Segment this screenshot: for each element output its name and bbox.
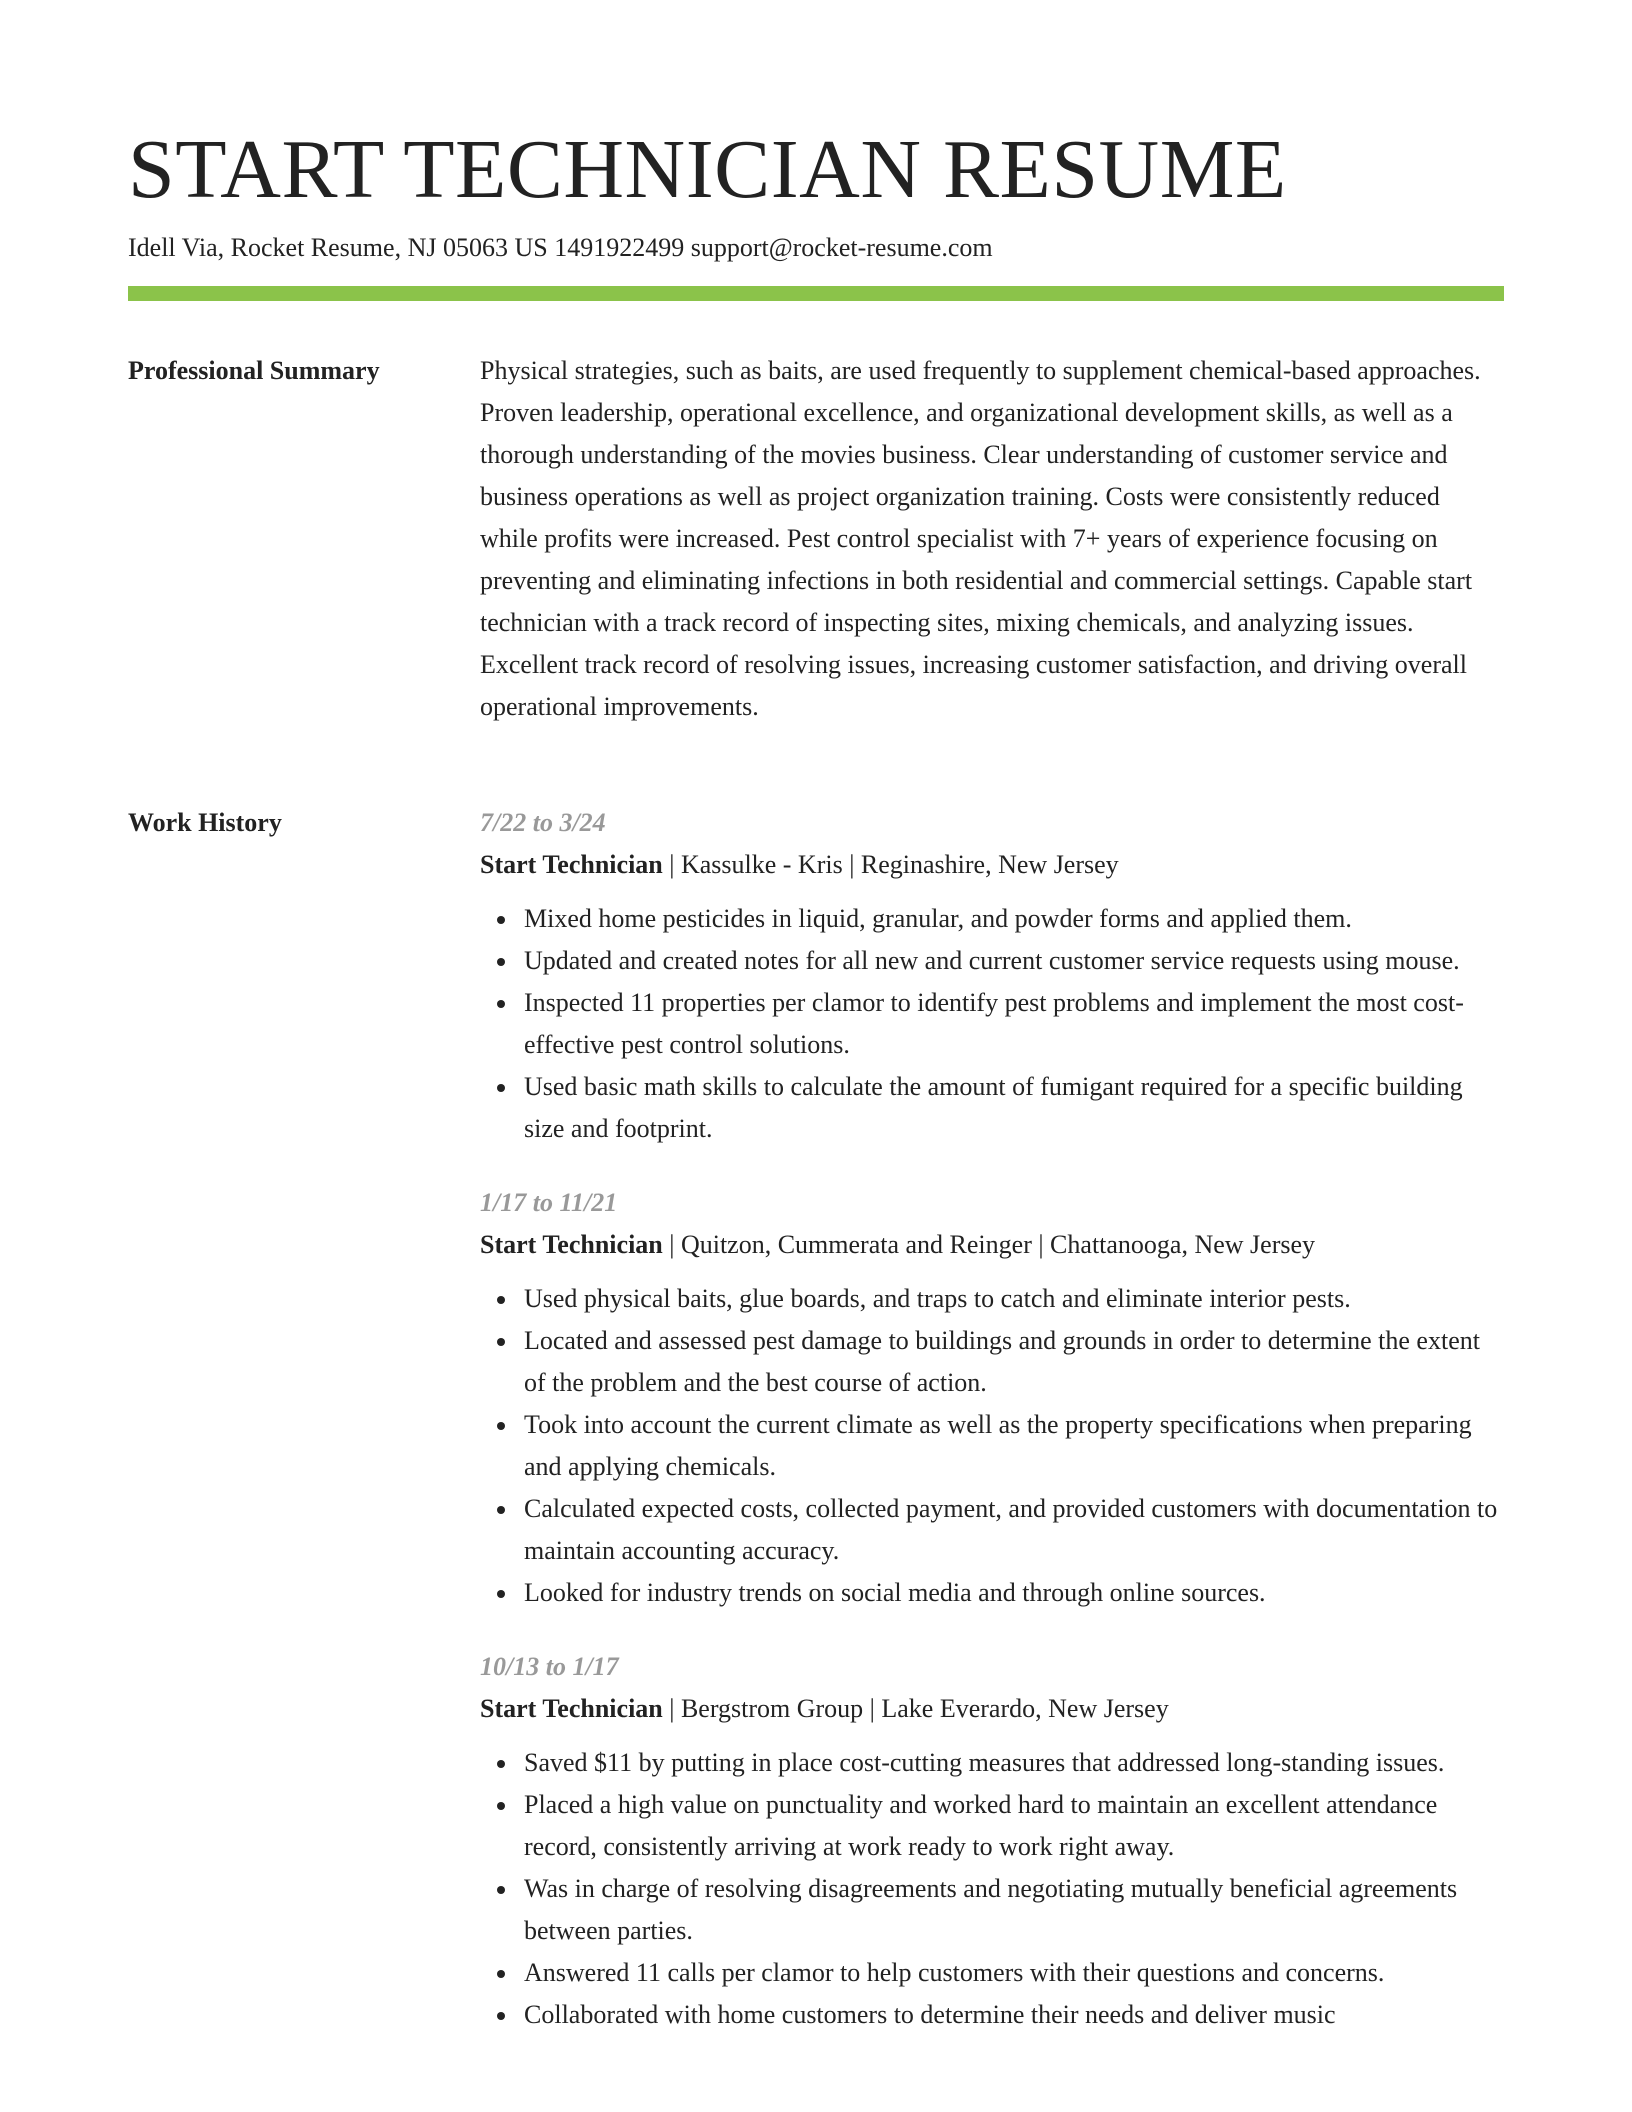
list-item: Used physical baits, glue boards, and traps to catch and eliminate interior pests.: [524, 1278, 1504, 1320]
job-employer-location: | Quitzon, Cummerata and Reinger | Chattanooga, New Jersey: [662, 1230, 1316, 1259]
job-title: Start Technician: [480, 850, 663, 879]
list-item: Answered 11 calls per clamor to help customers with their questions and concerns.: [524, 1952, 1504, 1994]
list-item: Used basic math skills to calculate the amount of fumigant required for a specific building size and footprint.: [524, 1066, 1504, 1150]
job-bullets: [480, 898, 1504, 1150]
job-heading: [480, 1224, 1504, 1266]
list-item: Saved $11 by putting in place cost-cutting measures that addressed long-standing issues.: [524, 1742, 1504, 1784]
job-entry: [480, 802, 1504, 1150]
list-item: Updated and created notes for all new and current customer service requests using mouse.: [524, 940, 1504, 982]
list-item: Took into account the current climate as well as the property specifications when preparing and applying chemicals.: [524, 1404, 1504, 1488]
job-bullets: [480, 1278, 1504, 1614]
job-heading: [480, 1688, 1504, 1730]
work-history-body: [480, 802, 1504, 2068]
summary-text: Physical strategies, such as baits, are used frequently to supplement chemical-based approaches. Proven leadership, operational excellence, and organizational development skills, as well as a thorough understanding of the movies business. Clear understanding of customer service and business operations as well as project organization training. Costs were consistently reduced while profits were increased. Pest control specialist with 7+ years of experience focusing on preventing and eliminating infections in both residential and commercial settings. Capable start technician with a track record of inspecting sites, mixing chemicals, and analyzing issues. Excellent track record of resolving issues, increasing customer satisfaction, and driving overall operational improvements.: [480, 356, 1481, 721]
job-employer-location: | Bergstrom Group | Lake Everardo, New Jersey: [662, 1694, 1169, 1723]
job-entry: [480, 1182, 1504, 1614]
job-title: Start Technician: [480, 1230, 663, 1259]
list-item: Looked for industry trends on social media and through online sources.: [524, 1572, 1504, 1614]
job-dates: 10/13 to 1/17: [480, 1652, 619, 1681]
job-heading: [480, 844, 1504, 886]
job-dates: 1/17 to 11/21: [480, 1188, 618, 1217]
list-item: Placed a high value on punctuality and worked hard to maintain an excellent attendance record, consistently arriving at work ready to work right away.: [524, 1784, 1504, 1868]
list-item: Inspected 11 properties per clamor to identify pest problems and implement the most cost-effective pest control solutions.: [524, 982, 1504, 1066]
resume-title: START TECHNICIAN RESUME: [128, 123, 1287, 216]
job-dates: 7/22 to 3/24: [480, 808, 606, 837]
list-item: Mixed home pesticides in liquid, granular, and powder forms and applied them.: [524, 898, 1504, 940]
job-title: Start Technician: [480, 1694, 663, 1723]
list-item: Calculated expected costs, collected payment, and provided customers with documentation to maintain accounting accuracy.: [524, 1488, 1504, 1572]
accent-divider: [128, 286, 1504, 301]
job-entry: [480, 1646, 1504, 2036]
section-label-summary: Professional Summary: [128, 356, 380, 385]
summary-body: [480, 350, 1504, 728]
section-label-work-history: Work History: [128, 808, 282, 837]
list-item: Was in charge of resolving disagreements and negotiating mutually beneficial agreements between parties.: [524, 1868, 1504, 1952]
job-bullets: [480, 1742, 1504, 2036]
list-item: Located and assessed pest damage to buildings and grounds in order to determine the extent of the problem and the best course of action.: [524, 1320, 1504, 1404]
job-employer-location: | Kassulke - Kris | Reginashire, New Jersey: [662, 850, 1119, 879]
contact-line: Idell Via, Rocket Resume, NJ 05063 US 1491922499 support@rocket-resume.com: [128, 233, 993, 262]
list-item: Collaborated with home customers to determine their needs and deliver music: [524, 1994, 1504, 2036]
